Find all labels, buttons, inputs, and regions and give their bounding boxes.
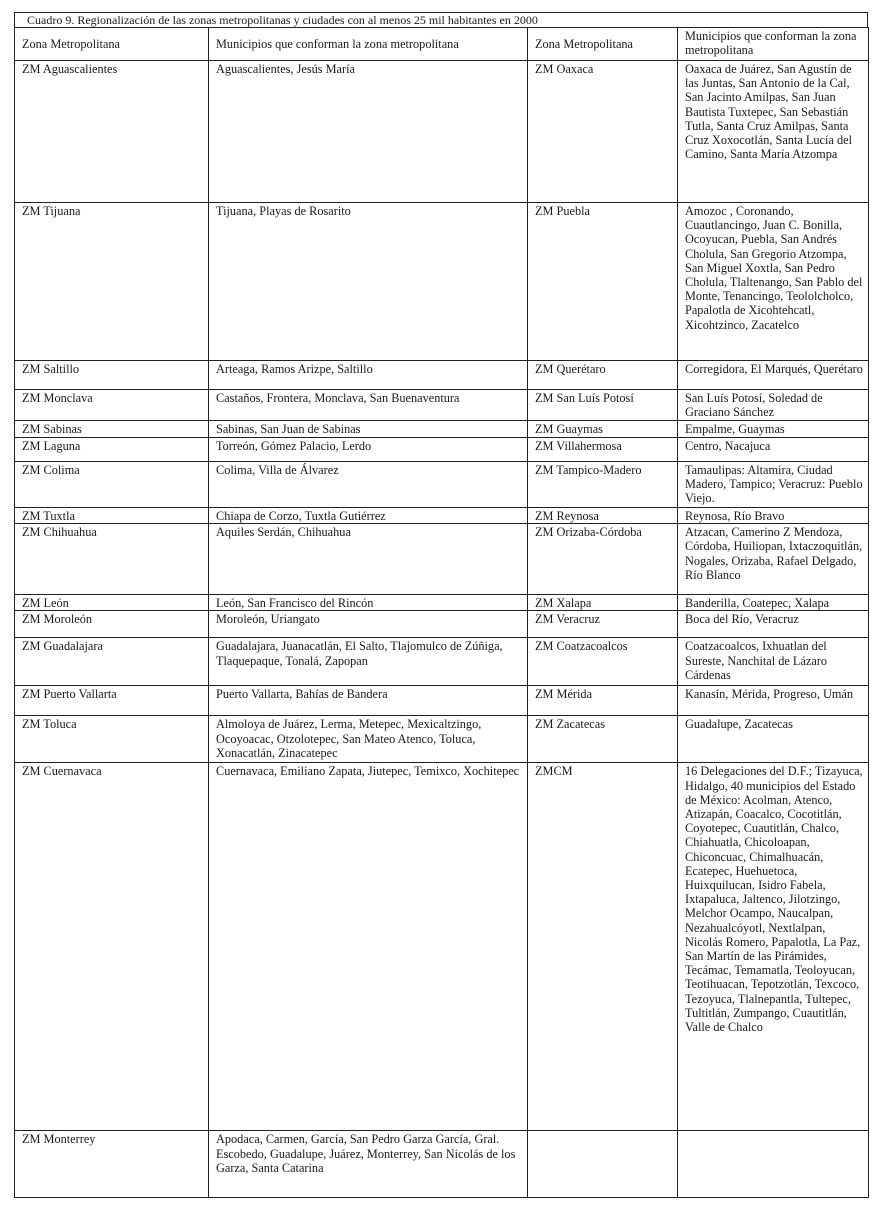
zone-municipalities: Puerto Vallarta, Bahías de Bandera bbox=[209, 686, 528, 716]
zone-name: ZM León bbox=[15, 595, 209, 611]
zone-name-2 bbox=[528, 1131, 678, 1198]
table-row bbox=[15, 638, 869, 686]
zone-name-2: ZM Veracruz bbox=[528, 611, 678, 638]
zone-municipalities: Torreón, Gómez Palacio, Lerdo bbox=[209, 438, 528, 462]
zone-municipalities-2: Tamaulipas: Altamira, Ciudad Madero, Tampico; Veracruz: Pueblo Viejo. bbox=[678, 462, 869, 508]
zone-name: ZM Colima bbox=[15, 462, 209, 508]
zone-name: ZM Guadalajara bbox=[15, 638, 209, 686]
header-zona-metropolitana: Zona Metropolitana bbox=[15, 28, 209, 61]
table-row bbox=[15, 763, 869, 1131]
zone-name: ZM Laguna bbox=[15, 438, 209, 462]
zone-municipalities: Cuernavaca, Emiliano Zapata, Jiutepec, Temixco, Xochitepec bbox=[209, 763, 528, 1131]
table-row bbox=[15, 1131, 869, 1198]
zone-name-2: ZM Villahermosa bbox=[528, 438, 678, 462]
table-row bbox=[15, 462, 869, 508]
zone-municipalities-2: Centro, Nacajuca bbox=[678, 438, 869, 462]
zone-name-2: ZM Puebla bbox=[528, 203, 678, 361]
zone-name: ZM Monclava bbox=[15, 390, 209, 421]
zone-municipalities-2: Reynosa, Río Bravo bbox=[678, 508, 869, 524]
zone-name-2: ZM Oaxaca bbox=[528, 61, 678, 203]
zone-name: ZM Moroleón bbox=[15, 611, 209, 638]
table-row bbox=[15, 686, 869, 716]
table-row bbox=[15, 438, 869, 462]
table-row bbox=[15, 61, 869, 203]
zone-name: ZM Sabinas bbox=[15, 421, 209, 438]
zone-name-2: ZM Xalapa bbox=[528, 595, 678, 611]
table-row bbox=[15, 716, 869, 763]
zone-name-2: ZM Reynosa bbox=[528, 508, 678, 524]
zone-name-2: ZM Guaymas bbox=[528, 421, 678, 438]
zone-municipalities: Arteaga, Ramos Arizpe, Saltillo bbox=[209, 361, 528, 390]
zone-municipalities: León, San Francisco del Rincón bbox=[209, 595, 528, 611]
table-row bbox=[15, 508, 869, 524]
zone-name: ZM Aguascalientes bbox=[15, 61, 209, 203]
zone-municipalities-2: Oaxaca de Juárez, San Agustín de las Juntas, San Antonio de la Cal, San Jacinto Amilpas, San Juan Bautista Tuxtepec, San Sebastián Tutla, Santa Cruz Amilpas, Santa Cruz Xoxocotlán, Santa Lucía del Camino, Santa María Atzompa bbox=[678, 61, 869, 203]
table-header-row bbox=[15, 28, 869, 61]
zone-municipalities-2: Kanasín, Mérida, Progreso, Umán bbox=[678, 686, 869, 716]
zone-municipalities: Moroleón, Uriangato bbox=[209, 611, 528, 638]
table-row bbox=[15, 203, 869, 361]
metropolitan-zones-table bbox=[14, 27, 869, 1198]
table-row bbox=[15, 524, 869, 595]
zone-name: ZM Saltillo bbox=[15, 361, 209, 390]
table-caption: Cuadro 9. Regionalización de las zonas metropolitanas y ciudades con al menos 25 mil habitantes en 2000 bbox=[14, 12, 868, 27]
zone-municipalities-2: Coatzacoalcos, Ixhuatlan del Sureste, Nanchital de Lázaro Cárdenas bbox=[678, 638, 869, 686]
zone-name-2: ZM Querétaro bbox=[528, 361, 678, 390]
zone-name-2: ZM Tampico-Madero bbox=[528, 462, 678, 508]
header-municipios-2: Municipios que conforman la zona metropolitana bbox=[678, 28, 869, 61]
zone-name: ZM Chihuahua bbox=[15, 524, 209, 595]
zone-municipalities-2: Atzacan, Camerino Z Mendoza, Córdoba, Huiliopan, Ixtaczoquitlán, Nogales, Orizaba, Rafael Delgado, Río Blanco bbox=[678, 524, 869, 595]
header-zona-metropolitana-2: Zona Metropolitana bbox=[528, 28, 678, 61]
zone-municipalities: Castaños, Frontera, Monclava, San Buenaventura bbox=[209, 390, 528, 421]
zone-municipalities: Guadalajara, Juanacatlán, El Salto, Tlajomulco de Zúñiga, Tlaquepaque, Tonalá, Zapopan bbox=[209, 638, 528, 686]
zone-municipalities-2 bbox=[678, 1131, 869, 1198]
table-row bbox=[15, 421, 869, 438]
zone-name-2: ZM Mérida bbox=[528, 686, 678, 716]
zone-municipalities: Aguascalientes, Jesús María bbox=[209, 61, 528, 203]
zone-municipalities-2: Empalme, Guaymas bbox=[678, 421, 869, 438]
zone-municipalities-2: San Luís Potosí, Soledad de Graciano Sánchez bbox=[678, 390, 869, 421]
zone-name: ZM Cuernavaca bbox=[15, 763, 209, 1131]
zone-name-2: ZM San Luís Potosí bbox=[528, 390, 678, 421]
zone-municipalities: Almoloya de Juárez, Lerma, Metepec, Mexicaltzingo, Ocoyoacac, Otzolotepec, San Mateo Atenco, Toluca, Xonacatlán, Zinacatepec bbox=[209, 716, 528, 763]
zone-municipalities: Tijuana, Playas de Rosarito bbox=[209, 203, 528, 361]
zone-municipalities: Aquiles Serdán, Chihuahua bbox=[209, 524, 528, 595]
zone-name: ZM Tijuana bbox=[15, 203, 209, 361]
zone-municipalities-2: Boca del Río, Veracruz bbox=[678, 611, 869, 638]
zone-municipalities: Apodaca, Carmen, García, San Pedro Garza García, Gral. Escobedo, Guadalupe, Juárez, Monterrey, San Nicolás de los Garza, Santa Catarina bbox=[209, 1131, 528, 1198]
zone-municipalities: Colima, Villa de Álvarez bbox=[209, 462, 528, 508]
zone-name-2: ZMCM bbox=[528, 763, 678, 1131]
table-row bbox=[15, 361, 869, 390]
header-municipios: Municipios que conforman la zona metropolitana bbox=[209, 28, 528, 61]
table-row bbox=[15, 390, 869, 421]
zone-name-2: ZM Orizaba-Córdoba bbox=[528, 524, 678, 595]
zone-municipalities: Chiapa de Corzo, Tuxtla Gutiérrez bbox=[209, 508, 528, 524]
zone-name: ZM Toluca bbox=[15, 716, 209, 763]
zone-name: ZM Monterrey bbox=[15, 1131, 209, 1198]
zone-name: ZM Tuxtla bbox=[15, 508, 209, 524]
table-row bbox=[15, 595, 869, 611]
zone-municipalities-2: Corregidora, El Marqués, Querétaro bbox=[678, 361, 869, 390]
zone-municipalities-2: Amozoc , Coronando, Cuautlancingo, Juan C. Bonilla, Ocoyucan, Puebla, San Andrés Cholula, San Gregorio Atzompa, San Miguel Xoxtla, San Pedro Cholula, Tlaltenango, San Pablo del Monte, Tenancingo, Teololcholco, Papalotla de Xicohtehcatl, Xicohtzinco, Zacatelco bbox=[678, 203, 869, 361]
zone-name: ZM Puerto Vallarta bbox=[15, 686, 209, 716]
regionalization-table-document bbox=[14, 12, 868, 1198]
table-row bbox=[15, 611, 869, 638]
zone-municipalities: Sabinas, San Juan de Sabinas bbox=[209, 421, 528, 438]
zone-municipalities-2: Guadalupe, Zacatecas bbox=[678, 716, 869, 763]
zone-municipalities-2: 16 Delegaciones del D.F.; Tizayuca, Hidalgo, 40 municipios del Estado de México: Acolman, Atenco, Atizapán, Coacalco, Cocotitlán, Coyotepec, Cuautitlán, Chalco, Chiahuatla, Chicoloapan, Chiconcuac, Chimalhuacán, Ecatepec, Huehuetoca, Huixquilucan, Isidro Fabela, Ixtapaluca, Jaltenco, Jilotzingo, Melchor Ocampo, Naucalpan, Nezahualcóyotl, Nextlalpan, Nicolás Romero, Papalotla, La Paz, San Martín de las Pirámides, Tecámac, Temamatla, Teoloyucan, Teotihuacan, Tepotzotlán, Texcoco, Tezoyuca, Tlalnepantla, Tultepec, Tultitlán, Zumpango, Cuautitlán, Valle de Chalco bbox=[678, 763, 869, 1131]
zone-municipalities-2: Banderilla, Coatepec, Xalapa bbox=[678, 595, 869, 611]
zone-name-2: ZM Coatzacoalcos bbox=[528, 638, 678, 686]
zone-name-2: ZM Zacatecas bbox=[528, 716, 678, 763]
